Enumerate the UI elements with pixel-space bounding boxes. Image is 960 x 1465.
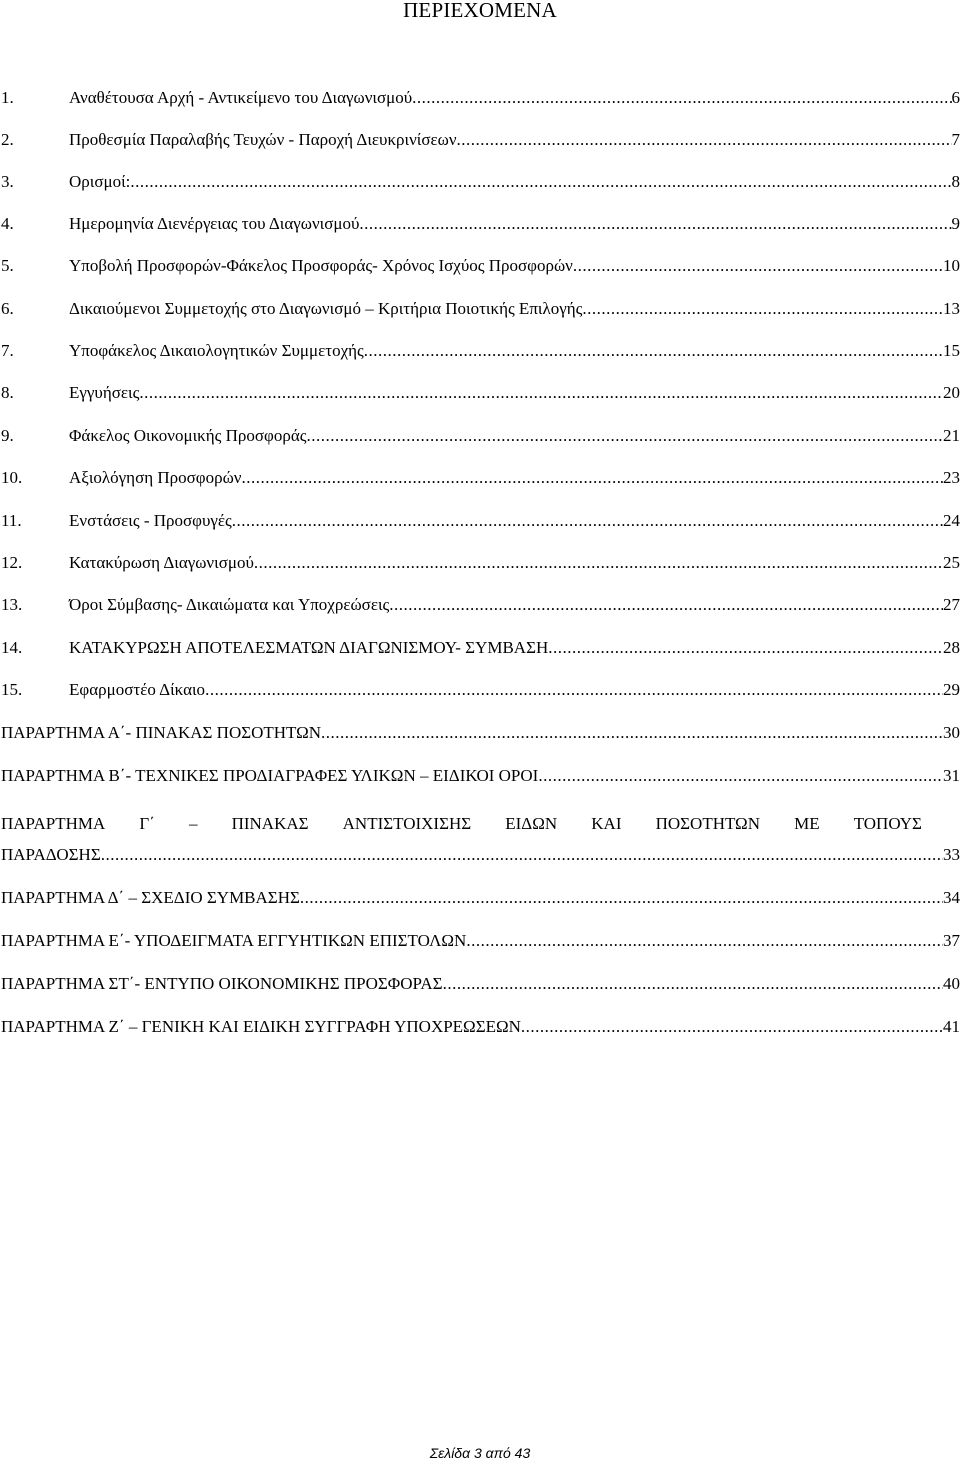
toc-annex-title: ΠΑΡΑΡΤΗΜΑ Δ΄ – ΣΧΕΔΙΟ ΣΥΜΒΑΣΗΣ: [1, 888, 300, 907]
toc-entry[interactable]: [0, 297, 960, 321]
toc-entry-title: Ημερομηνία Διενέργειας του Διαγωνισμού: [69, 214, 360, 233]
dot-leader: [101, 843, 943, 867]
toc-entry[interactable]: [0, 678, 960, 702]
toc-entry[interactable]: [0, 381, 960, 405]
toc-entry-page: 29: [943, 680, 960, 699]
toc-annex-entry-line2[interactable]: [0, 843, 960, 867]
toc-annex-title-word: ΕΙΔΩΝ: [505, 814, 558, 833]
toc-annex-page: 37: [943, 931, 960, 950]
toc-entry-page: 25: [943, 553, 960, 572]
dot-leader: [241, 466, 943, 490]
dot-leader: [389, 593, 943, 617]
toc-entry-number: 11.: [1, 511, 22, 530]
dot-leader: [573, 254, 943, 278]
toc-annex-entry[interactable]: [0, 929, 960, 953]
toc-annex-page: 41: [943, 1017, 960, 1036]
toc-annex-title: ΠΑΡΑΡΤΗΜΑ Α΄- ΠΙΝΑΚΑΣ ΠΟΣΟΤΗΤΩΝ: [1, 723, 322, 742]
toc-entry[interactable]: [0, 466, 960, 490]
toc-annex-entry[interactable]: [0, 972, 960, 996]
toc-entry[interactable]: [0, 86, 960, 110]
toc-entry-title: Δικαιούμενοι Συμμετοχής στο Διαγωνισμό – Κριτήρια Ποιοτικής Επιλογής: [69, 299, 583, 318]
toc-annex-entry[interactable]: [0, 1015, 960, 1039]
toc-entry-page: 13: [943, 299, 960, 318]
toc-annex-page: 31: [943, 766, 960, 785]
dot-leader: [306, 424, 943, 448]
toc-entry-title: Υποβολή Προσφορών-Φάκελος Προσφοράς- Χρόνος Ισχύος Προσφορών: [69, 256, 573, 275]
toc-entry-title: ΚΑΤΑΚΥΡΩΣΗ ΑΠΟΤΕΛΕΣΜΑΤΩΝ ΔΙΑΓΩΝΙΣΜΟΥ- ΣΥΜΒΑΣΗ: [69, 638, 549, 657]
toc-entry-title: Υποφάκελος Δικαιολογητικών Συμμετοχής: [69, 341, 364, 360]
dot-leader: [521, 1015, 943, 1039]
toc-annex-title: ΠΑΡΑΡΤΗΜΑ Ε΄- ΥΠΟΔΕΙΓΜΑΤΑ ΕΓΓΥΗΤΙΚΩΝ ΕΠΙΣΤΟΛΩΝ: [1, 931, 467, 950]
toc-entry-page: 20: [943, 383, 960, 402]
toc-annex-title-word: ΜΕ: [794, 814, 820, 833]
toc-annex-title-word: –: [188, 814, 198, 833]
toc-annex-title: ΠΑΡΑΔΟΣΗΣ: [1, 845, 101, 864]
dot-leader: [254, 551, 943, 575]
toc-entry-page: 9: [951, 214, 960, 233]
dot-leader: [538, 764, 943, 788]
dot-leader: [364, 339, 943, 363]
toc-annex-page: 30: [943, 723, 960, 742]
toc-entry[interactable]: [0, 170, 960, 194]
toc-entry-title: Αξιολόγηση Προσφορών: [69, 468, 242, 487]
toc-entry-number: 5.: [1, 256, 14, 275]
toc-annex-title: ΠΑΡΑΡΤΗΜΑ Ζ΄ – ΓΕΝΙΚΗ ΚΑΙ ΕΙΔΙΚΗ ΣΥΓΓΡΑΦΗ ΥΠΟΧΡΕΩΣΕΩΝ: [1, 1017, 521, 1036]
dot-leader: [139, 381, 943, 405]
toc-entry-page: 7: [951, 130, 960, 149]
toc-entry[interactable]: [0, 339, 960, 363]
toc-entry-page: 15: [943, 341, 960, 360]
toc-entry-number: 2.: [1, 130, 14, 149]
toc-annex-entry[interactable]: [0, 764, 960, 788]
toc-entry-title: Κατακύρωση Διαγωνισμού: [69, 553, 254, 572]
toc-entry-page: 21: [943, 426, 960, 445]
toc-entry[interactable]: [0, 212, 960, 236]
toc-annex-page: 34: [943, 888, 960, 907]
dot-leader: [412, 86, 951, 110]
dot-leader: [548, 636, 943, 660]
toc-entry[interactable]: [0, 128, 960, 152]
dot-leader: [359, 212, 951, 236]
toc-annex-title-word: ΠΑΡΑΡΤΗΜΑ: [1, 814, 106, 833]
dot-leader: [300, 886, 943, 910]
toc-entry[interactable]: [0, 254, 960, 278]
toc-annex-title-word: ΠΙΝΑΚΑΣ: [231, 814, 309, 833]
toc-entry-number: 14.: [1, 638, 23, 657]
toc-entry-page: 8: [951, 172, 960, 191]
toc-entry[interactable]: [0, 593, 960, 617]
toc-entry[interactable]: [0, 551, 960, 575]
toc-entry-title: Όροι Σύμβασης- Δικαιώματα και Υποχρεώσεις: [69, 595, 390, 614]
toc-annex-entry[interactable]: [0, 721, 960, 745]
dot-leader: [321, 721, 943, 745]
toc-annex-page: 40: [943, 974, 960, 993]
page-title: ΠΕΡΙΕΧΟΜΕΝΑ: [403, 0, 557, 22]
toc-entry-number: 12.: [1, 553, 23, 572]
toc-entry-page: 28: [943, 638, 960, 657]
page-footer: Σελίδα 3 από 43: [429, 1445, 531, 1461]
toc-annex-title-word: Γ΄: [139, 814, 155, 833]
toc-entry-page: 6: [951, 88, 960, 107]
toc-entry[interactable]: [0, 636, 960, 660]
toc-entry-number: 10.: [1, 468, 23, 487]
toc-entry-number: 6.: [1, 299, 14, 318]
toc-entry-title: Εγγυήσεις: [69, 383, 140, 402]
toc-annex-title-word: ΠΟΣΟΤΗΤΩΝ: [655, 814, 760, 833]
toc-entry-title: Φάκελος Οικονομικής Προσφοράς: [69, 426, 307, 445]
toc-entry-title: Ενστάσεις - Προσφυγές: [69, 511, 232, 530]
toc-entry-number: 13.: [1, 595, 23, 614]
toc-entry-number: 8.: [1, 383, 14, 402]
dot-leader: [443, 972, 943, 996]
dot-leader: [457, 128, 952, 152]
toc-entry-number: 7.: [1, 341, 14, 360]
toc-annex-entry-line1[interactable]: [0, 812, 922, 836]
toc-entry-title: Αναθέτουσα Αρχή - Αντικείμενο του Διαγωνισμού: [69, 88, 413, 107]
toc-entry-page: 24: [943, 511, 960, 530]
toc-entry-page: 10: [943, 256, 960, 275]
dot-leader: [130, 170, 951, 194]
toc-entry-page: 23: [943, 468, 960, 487]
toc-entry-title: Προθεσμία Παραλαβής Τευχών - Παροχή Διευκρινίσεων: [69, 130, 457, 149]
toc-entry-number: 15.: [1, 680, 23, 699]
dot-leader: [466, 929, 943, 953]
toc-entry[interactable]: [0, 424, 960, 448]
toc-annex-title: ΠΑΡΑΡΤΗΜΑ Β΄- ΤΕΧΝΙΚΕΣ ΠΡΟΔΙΑΓΡΑΦΕΣ ΥΛΙΚΩΝ – ΕΙΔΙΚΟΙ ΟΡΟΙ: [1, 766, 539, 785]
dot-leader: [232, 509, 943, 533]
toc-entry-number: 3.: [1, 172, 14, 191]
toc-entry-number: 9.: [1, 426, 14, 445]
dot-leader: [582, 297, 943, 321]
toc-entry-number: 1.: [1, 88, 14, 107]
dot-leader: [205, 678, 943, 702]
toc-annex-title: ΠΑΡΑΡΤΗΜΑ ΣΤ΄- ΕΝΤΥΠΟ ΟΙΚΟΝΟΜΙΚΗΣ ΠΡΟΣΦΟΡΑΣ: [1, 974, 443, 993]
toc-annex-entry[interactable]: [0, 886, 960, 910]
toc-entry-page: 27: [943, 595, 960, 614]
toc-entry-title: Ορισμοί:: [69, 172, 131, 191]
toc-entry-number: 4.: [1, 214, 14, 233]
toc-entry-title: Εφαρμοστέο Δίκαιο: [69, 680, 206, 699]
toc-entry[interactable]: [0, 509, 960, 533]
toc-annex-page: 33: [943, 845, 960, 864]
toc-annex-title-word: ΚΑΙ: [591, 814, 622, 833]
toc-annex-title-word: ΑΝΤΙΣΤΟΙΧΙΣΗΣ: [342, 814, 472, 833]
toc-annex-title-word: ΤΟΠΟΥΣ: [853, 814, 922, 833]
